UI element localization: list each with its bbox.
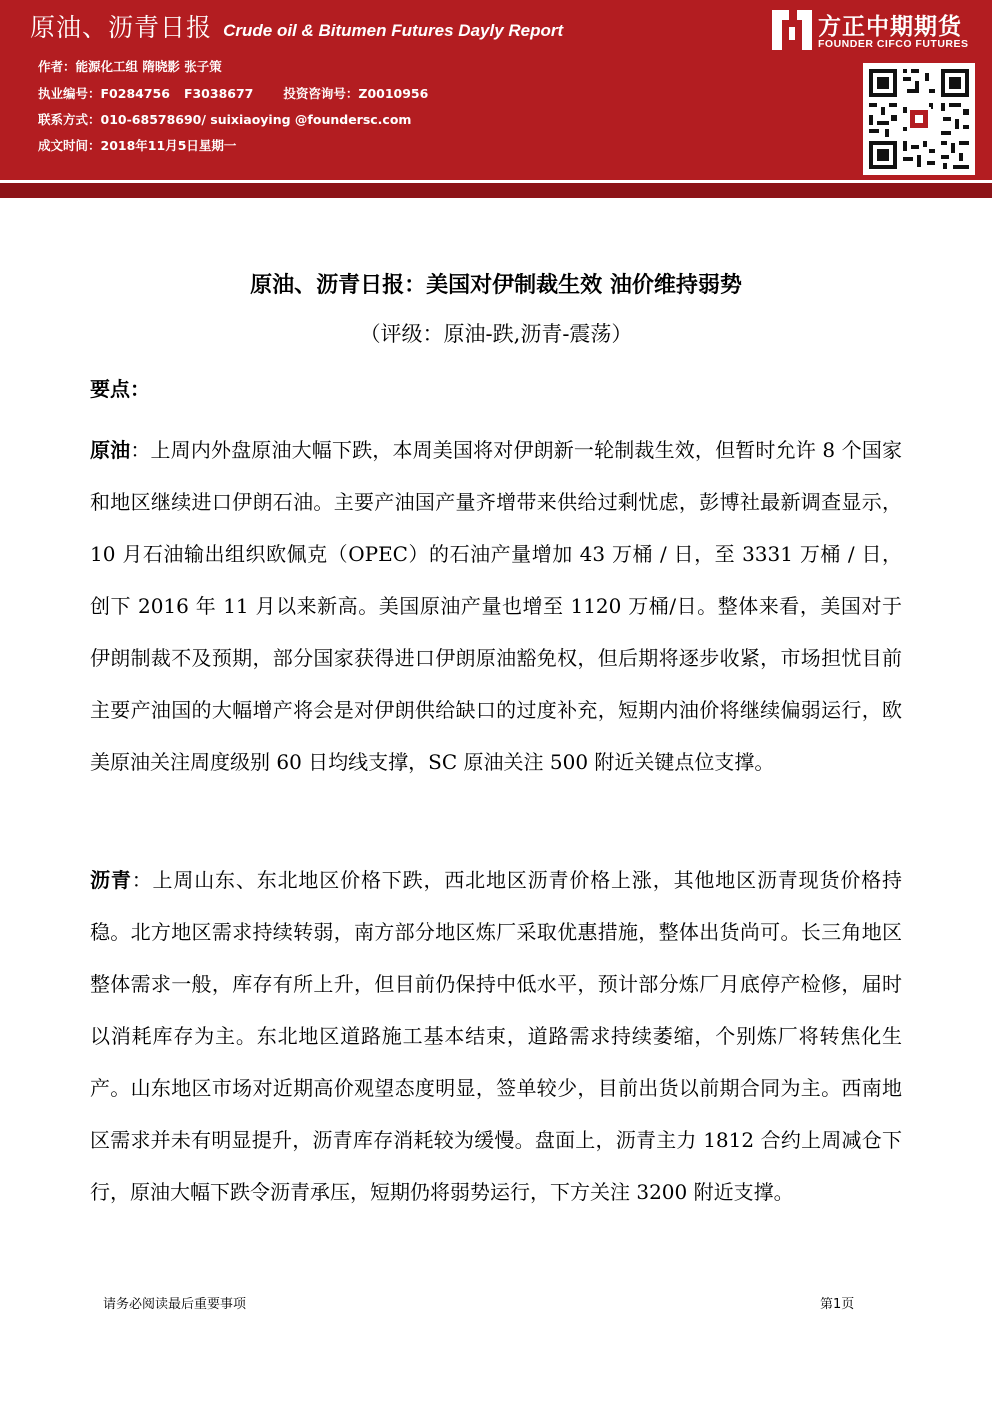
contact-label: 联系方式：	[38, 112, 101, 127]
report-title-bar	[30, 8, 563, 44]
date-label: 成文时间：	[38, 138, 101, 153]
advisory-label: 投资咨询号：	[283, 86, 359, 101]
page-number: 第1页	[820, 1297, 855, 1312]
license-line	[38, 84, 428, 102]
crude-oil-lead: 原油	[90, 438, 131, 462]
author-label: 作者：	[38, 59, 76, 74]
crude-oil-paragraph	[90, 424, 902, 788]
key-points-heading: 要点：	[90, 377, 150, 401]
license-label: 执业编号：	[38, 86, 101, 101]
contact-info: 010-68578690/ suixiaoying @foundersc.com	[100, 112, 412, 127]
report-title-en: Crude oil & Bitumen Futures Dayly Report	[223, 21, 564, 40]
report-header	[0, 0, 992, 180]
author-names: 能源化工组 隋晓影 张子策	[75, 59, 222, 74]
qr-code-icon	[863, 63, 975, 175]
contact-line	[38, 110, 411, 128]
date-line	[38, 136, 236, 154]
crude-oil-text: ：上周内外盘原油大幅下跌，本周美国将对伊朗新一轮制裁生效，但暂时允许 8 个国家和地区继续进口伊朗石油。主要产油国产量齐增带来供给过剩忧虑，彭博社最新调查显示，10 月石油输出组织欧佩克（OPEC）的石油产量增加 43 万桶 / 日，至 3331 万桶 / 日，创下 2016 年 11 月以来新高。美国原油产量也增至 1120 万桶/日。整体来看，美国对于伊朗制裁不及预期，部分国家获得进口伊朗原油豁免权，但后期将逐步收紧，市场担忧目前主要产油国的大幅增产将会是对伊朗供给缺口的过度补充，短期内油价将继续偏弱运行，欧美原油关注周度级别 60 日均线支撑，SC 原油关注 500 附近关键点位支撑。	[90, 438, 902, 774]
company-logo	[772, 8, 982, 58]
company-name-cn: 方正中期期货	[818, 14, 962, 40]
license-number-2: F3038677	[183, 86, 254, 101]
company-name-en: FOUNDER CIFCO FUTURES	[818, 38, 969, 50]
footer-notice: 请务必阅读最后重要事项	[103, 1297, 247, 1312]
bitumen-paragraph	[90, 854, 902, 1218]
advisory-number: Z0010956	[358, 86, 429, 101]
license-number-1: F0284756	[100, 86, 170, 101]
rating-line: （评级：原油-跌,沥青-震荡）	[359, 322, 633, 346]
bitumen-lead: 沥青	[90, 868, 132, 892]
logo-mark-icon	[772, 10, 812, 50]
header-divider	[0, 180, 992, 198]
author-line	[38, 57, 222, 75]
report-date: 2018年11月5日星期一	[100, 138, 237, 153]
report-title-cn: 原油、沥青日报	[30, 13, 213, 42]
bitumen-text: ：上周山东、东北地区价格下跌，西北地区沥青价格上涨，其他地区沥青现货价格持稳。北方地区需求持续转弱，南方部分地区炼厂采取优惠措施，整体出货尚可。长三角地区整体需求一般，库存有所上升，但目前仍保持中低水平，预计部分炼厂月底停产检修，届时以消耗库存为主。东北地区道路施工基本结束，道路需求持续萎缩，个别炼厂将转焦化生产。山东地区市场对近期高价观望态度明显，签单较少，目前出货以前期合同为主。西南地区需求并未有明显提升，沥青库存消耗较为缓慢。盘面上，沥青主力 1812 合约上周减仓下行，原油大幅下跌令沥青承压，短期仍将弱势运行，下方关注 3200 附近支撑。	[90, 868, 903, 1204]
document-title: 原油、沥青日报：美国对伊制裁生效 油价维持弱势	[250, 273, 742, 298]
